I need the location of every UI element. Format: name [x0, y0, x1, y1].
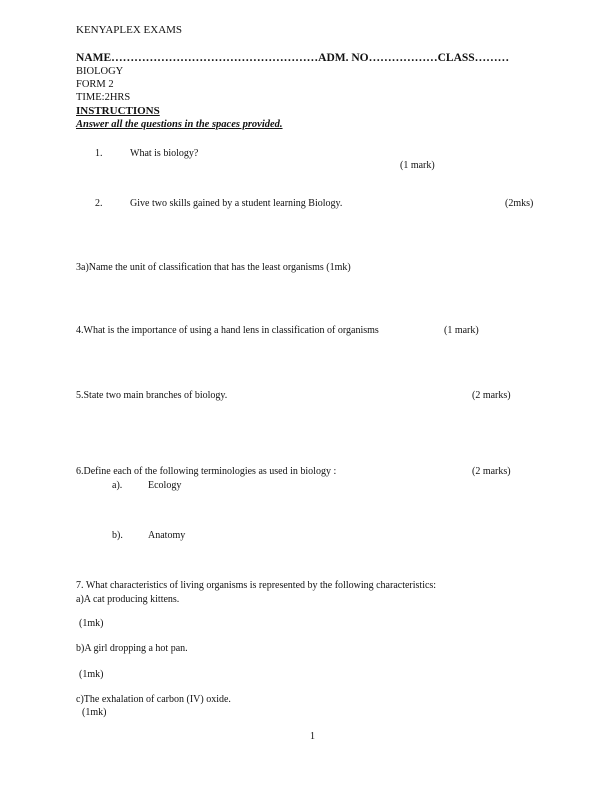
name-adm-class-line: NAME………………………………………………ADM. NO………………CLASS………	[76, 52, 510, 64]
q7a-marks: (1mk)	[79, 618, 104, 629]
q4-text: 4.What is the importance of using a hand lens in classification of organisms	[76, 325, 379, 336]
school-title: KENYAPLEX EXAMS	[76, 24, 183, 36]
q5-text: 5.State two main branches of biology.	[76, 390, 228, 401]
q2-text: Give two skills gained by a student learning Biology.	[130, 198, 343, 209]
q6a-text: Ecology	[148, 480, 182, 491]
instructions-text: Answer all the questions in the spaces provided.	[76, 119, 283, 130]
subject-label: BIOLOGY	[76, 66, 124, 77]
q3-text: 3a)Name the unit of classification that has the least organisms (1mk)	[76, 262, 351, 273]
q6-marks: (2 marks)	[472, 466, 511, 477]
q6b-text: Anatomy	[148, 530, 186, 541]
q7c-marks: (1mk)	[82, 707, 107, 718]
page-number: 1	[310, 731, 315, 742]
q2-marks: (2mks)	[505, 198, 534, 209]
time-label: TIME:2HRS	[76, 92, 131, 103]
q1-text: What is biology?	[130, 148, 199, 159]
q6b-label: b).	[112, 530, 123, 541]
q1-marks: (1 mark)	[400, 160, 435, 171]
q7b-marks: (1mk)	[79, 669, 104, 680]
q7-text: 7. What characteristics of living organisms is represented by the following characteristics:	[76, 580, 437, 591]
q1-number: 1.	[95, 148, 103, 159]
q7a-text: a)A cat producing kittens.	[76, 594, 180, 605]
q7b-text: b)A girl dropping a hot pan.	[76, 643, 188, 654]
q5-marks: (2 marks)	[472, 390, 511, 401]
q2-number: 2.	[95, 198, 103, 209]
q6a-label: a).	[112, 480, 123, 491]
q4-marks: (1 mark)	[444, 325, 479, 336]
q7c-text: c)The exhalation of carbon (IV) oxide.	[76, 694, 231, 705]
q6-text: 6.Define each of the following terminologies as used in biology :	[76, 466, 337, 477]
form-label: FORM 2	[76, 79, 114, 90]
instructions-title: INSTRUCTIONS	[76, 105, 160, 117]
